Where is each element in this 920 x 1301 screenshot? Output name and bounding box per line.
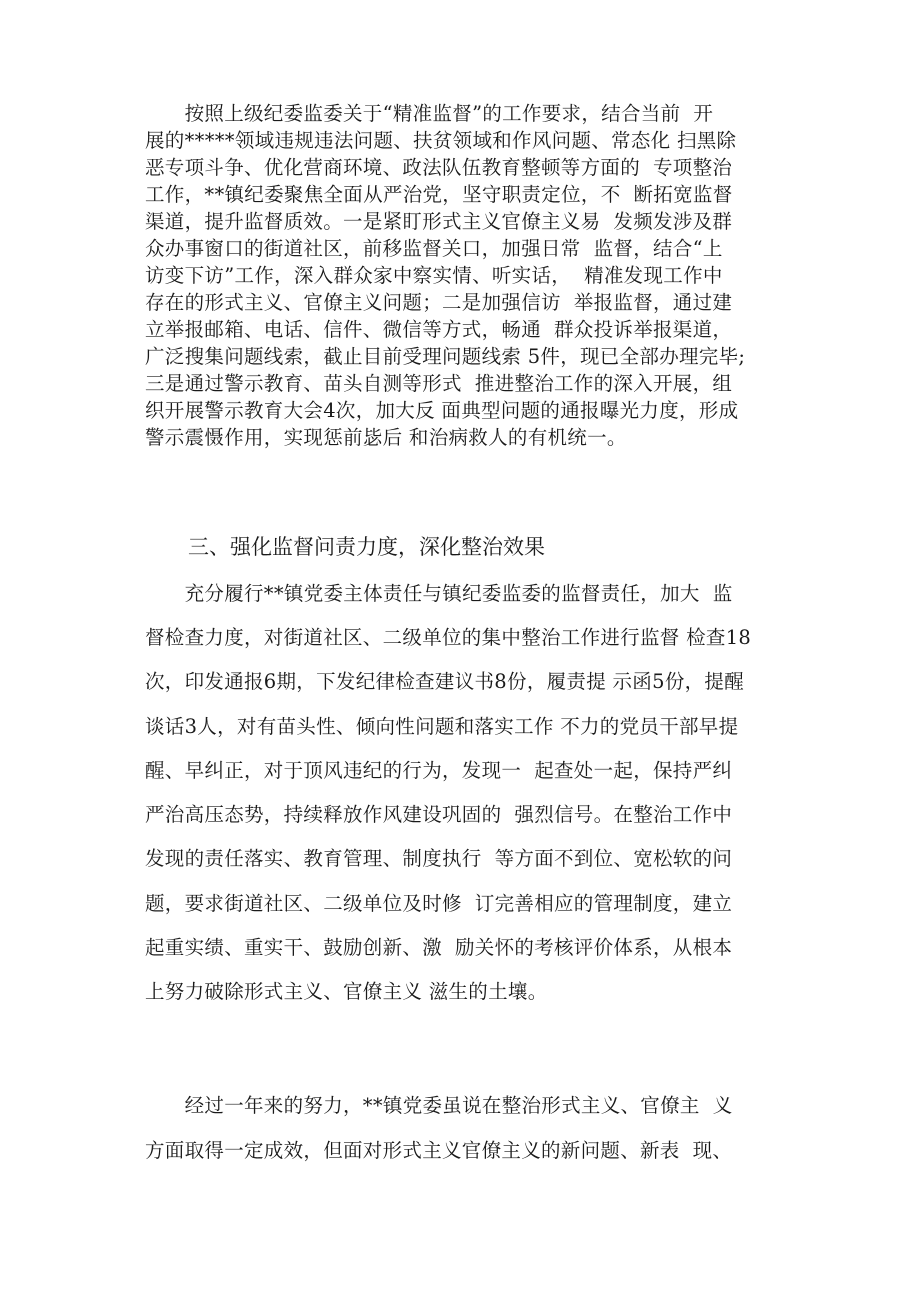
text-line: 访变下访”工作，深入群众家中察实情、听实话， 精准发现工作中 [145, 264, 723, 287]
section-heading: 三、强化监督问责力度，深化整治效果 [188, 535, 545, 559]
text-line: 三是通过警示教育、苗头自测等形式 推进整治工作的深入开展，组 [145, 372, 733, 395]
text-line: 次，印发通报6期，下发纪律检查建议书8份，履责提 示函5份，提醒 [145, 670, 745, 693]
text-line: 充分履行**镇党委主体责任与镇纪委监委的监督责任，加大 监 [145, 582, 733, 605]
text-line: 立举报邮箱、电话、信件、微信等方式，畅通 群众投诉举报渠道， [145, 318, 733, 341]
text-line: 督检查力度，对街道社区、二级单位的集中整治工作进行监督 检查18 [145, 626, 752, 649]
text-line: 按照上级纪委监委关于“精准监督”的工作要求，结合当前 开 [145, 102, 714, 125]
text-line: 广泛搜集问题线索，截止目前受理问题线索 5件，现已全部办理完毕; [145, 345, 746, 368]
text-line: 起重实绩、重实干、鼓励创新、激 励关怀的考核评价体系，从根本 [145, 936, 733, 959]
text-line: 方面取得一定成效，但面对形式主义官僚主义的新问题、新表 现、 [145, 1139, 733, 1162]
text-line: 恶专项斗争、优化营商环境、政法队伍教育整顿等方面的 专项整治 [145, 156, 733, 179]
text-line: 严治高压态势，持续释放作风建设巩固的 强烈信号。在整治工作中 [145, 803, 733, 826]
text-line: 发现的责任落实、教育管理、制度执行 等方面不到位、宽松软的问 [145, 847, 733, 870]
text-line: 警示震慑作用，实现惩前毖后 和治病救人的有机统一。 [145, 426, 627, 449]
text-line: 展的*****领域违规违法问题、扶贫领域和作风问题、常态化 扫黑除 [145, 129, 737, 152]
text-line: 渠道，提升监督质效。一是紧盯形式主义官僚主义易 发频发涉及群 [145, 210, 733, 233]
text-line: 经过一年来的努力，**镇党委虽说在整治形式主义、官僚主 义 [145, 1094, 733, 1117]
text-line: 题，要求街道社区、二级单位及时修 订完善相应的管理制度，建立 [145, 892, 733, 915]
text-line: 众办事窗口的街道社区，前移监督关口，加强日常 监督，结合“上 [145, 237, 723, 260]
text-line: 织开展警示教育大会4次，加大反 面典型问题的通报曝光力度，形成 [145, 399, 739, 422]
text-line: 上努力破除形式主义、官僚主义 滋生的土壤。 [145, 980, 548, 1003]
text-line: 工作，**镇纪委聚焦全面从严治党，坚守职责定位，不 断拓宽监督 [145, 183, 733, 206]
text-line: 存在的形式主义、官僚主义问题；二是加强信访 举报监督，通过建 [145, 291, 733, 314]
text-line: 谈话3人，对有苗头性、倾向性问题和落实工作 不力的党员干部早提 [145, 715, 739, 738]
text-line: 醒、早纠正，对于顶风违纪的行为，发现一 起查处一起，保持严纠 [145, 759, 733, 782]
